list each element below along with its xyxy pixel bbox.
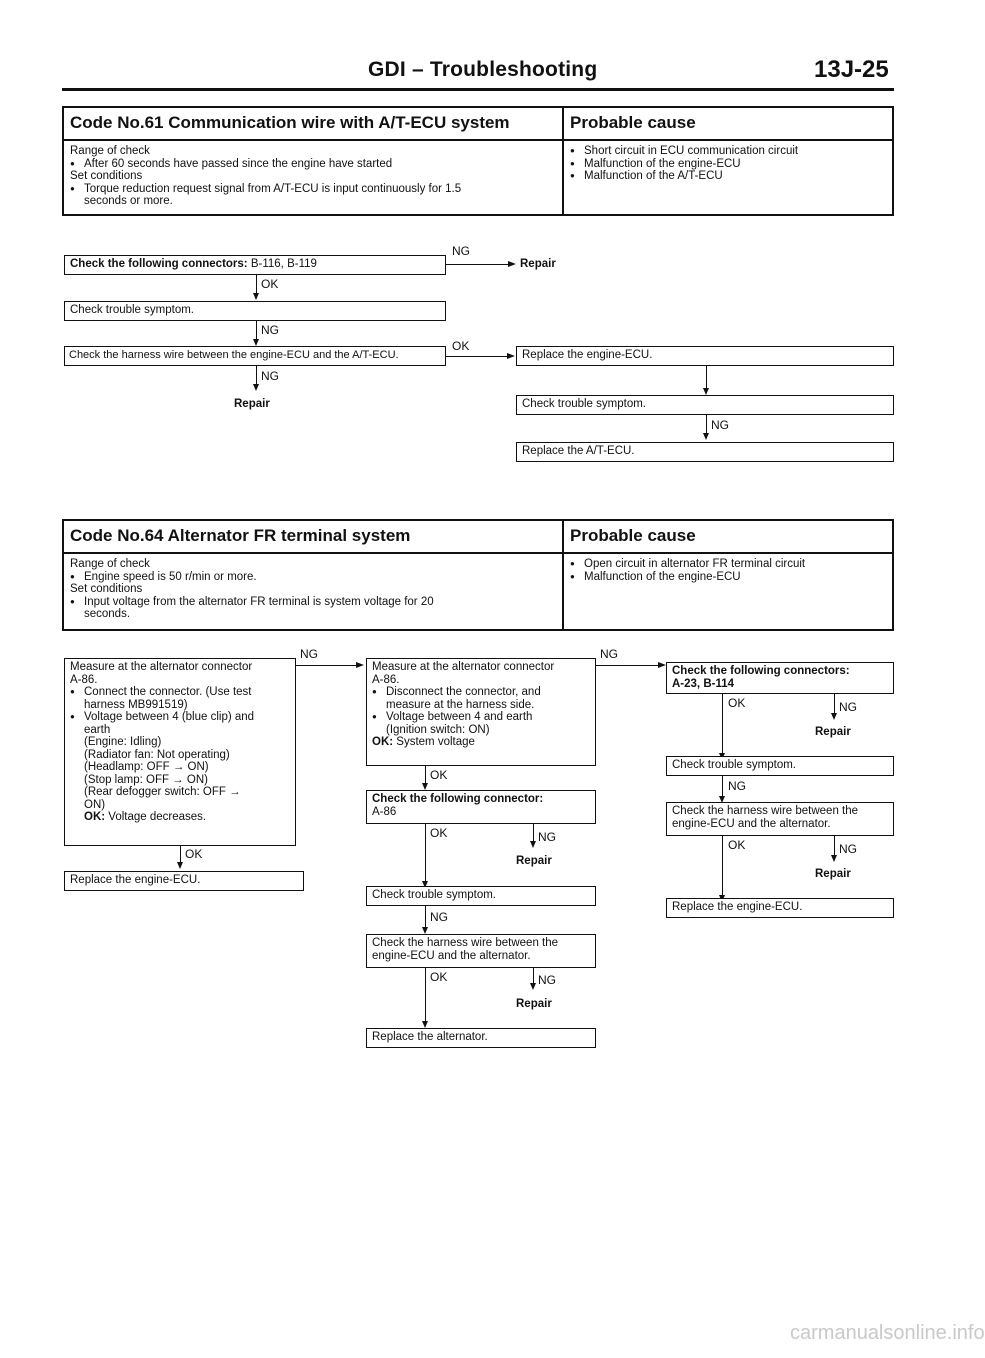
code64-table xyxy=(62,519,894,631)
measure-step: ● Disconnect the connector, and xyxy=(372,686,590,699)
repair-label: Repair xyxy=(516,998,552,1010)
repair-label: Repair xyxy=(520,258,556,270)
cause-item: ● Malfunction of the engine-ECU xyxy=(570,571,886,584)
measure-condition: (Rear defogger switch: OFF → xyxy=(84,786,241,798)
arrow-down xyxy=(253,293,259,300)
connector xyxy=(425,968,426,1024)
repair-label: Repair xyxy=(234,398,270,410)
check-connectors-value: B-116, B-119 xyxy=(250,258,317,270)
measure-step-cont: measure at the harness side. xyxy=(386,698,535,711)
check-connectors-box xyxy=(666,662,894,694)
arrow-down xyxy=(177,862,183,869)
ng-label: NG xyxy=(261,369,279,383)
check-connectors-label: Check the following connectors: xyxy=(70,258,248,270)
ng-label: NG xyxy=(538,973,556,987)
arrow-right xyxy=(508,261,516,267)
watermark: carmanualsonline.info xyxy=(790,1322,985,1344)
ok-criteria-label: OK: xyxy=(372,736,394,748)
check-symptom-box: Check trouble symptom. xyxy=(64,301,446,321)
check-symptom-box: Check trouble symptom. xyxy=(366,886,596,906)
set-label: Set conditions xyxy=(70,583,143,595)
range-item: ● After 60 seconds have passed since the engine have started xyxy=(70,158,556,171)
arrow-right xyxy=(356,662,364,668)
arrow-down xyxy=(703,433,709,440)
ok-label: OK xyxy=(430,826,448,840)
measure-step: ● Voltage between 4 (blue clip) and xyxy=(70,711,290,724)
code61-title: Code No.61 Communication wire with A/T-ECU system xyxy=(64,108,562,141)
range-label: Range of check xyxy=(70,145,150,157)
arrow-down xyxy=(422,783,428,790)
measure-condition: (Engine: Idling) xyxy=(84,736,162,748)
ok-label: OK xyxy=(452,339,470,353)
measure-connector-box xyxy=(366,658,596,766)
replace-alternator-box: Replace the alternator. xyxy=(366,1028,596,1048)
ng-label: NG xyxy=(452,244,470,258)
ok-label: OK xyxy=(185,847,203,861)
page-number: 13J-25 xyxy=(814,56,889,83)
arrow-right xyxy=(658,662,666,668)
code64-title: Code No.64 Alternator FR terminal system xyxy=(64,521,562,554)
repair-label: Repair xyxy=(815,726,851,738)
ok-criteria-value: System voltage xyxy=(396,736,475,748)
code64-causes xyxy=(562,554,892,629)
code61-conditions xyxy=(64,141,562,214)
code64-conditions xyxy=(64,554,562,629)
connector xyxy=(425,824,426,884)
connector xyxy=(722,836,723,898)
ng-label: NG xyxy=(430,910,448,924)
connector xyxy=(446,356,508,357)
measure-conn: A-86. xyxy=(372,673,400,686)
replace-ecu-box: Replace the engine-ECU. xyxy=(666,898,894,918)
connector xyxy=(722,694,723,756)
check-connector-label: Check the following connector: xyxy=(372,793,544,805)
range-item: ● Engine speed is 50 r/min or more. xyxy=(70,571,556,584)
ok-label: OK xyxy=(728,696,746,710)
check-connectors-value: A-23, B-114 xyxy=(672,677,735,690)
check-connector-box xyxy=(366,790,596,824)
ng-label: NG xyxy=(711,418,729,432)
code61-table xyxy=(62,106,894,216)
measure-step-cont: (Ignition switch: ON) xyxy=(386,723,490,736)
arrow-down xyxy=(530,983,536,990)
replace-at-ecu-box: Replace the A/T-ECU. xyxy=(516,442,894,462)
check-connectors-box xyxy=(64,255,446,275)
harness-line: engine-ECU and the alternator. xyxy=(672,817,831,830)
measure-condition: (Radiator fan: Not operating) xyxy=(84,748,230,761)
measure-step-cont: earth xyxy=(84,723,111,736)
measure-ok xyxy=(372,736,590,749)
check-harness-box xyxy=(666,802,894,836)
check-symptom-box: Check trouble symptom. xyxy=(516,395,894,415)
ok-label: OK xyxy=(728,838,746,852)
arrow-down xyxy=(253,339,259,346)
harness-line: Check the harness wire between the xyxy=(672,805,859,817)
cause-item: ● Short circuit in ECU communication circuit xyxy=(570,145,886,158)
ng-label: NG xyxy=(538,830,556,844)
ng-label: NG xyxy=(261,323,279,337)
measure-connector-box xyxy=(64,658,296,846)
check-harness-box xyxy=(366,934,596,968)
ng-label: NG xyxy=(300,647,318,661)
ok-criteria-label: OK: xyxy=(84,811,106,823)
repair-label: Repair xyxy=(815,868,851,880)
range-label: Range of check xyxy=(70,558,150,570)
set-item-cont: seconds or more. xyxy=(84,195,173,207)
code61-causes xyxy=(562,141,892,214)
arrow-down xyxy=(831,713,837,720)
measure-condition: (Stop lamp: OFF → ON) xyxy=(84,773,208,786)
connector xyxy=(296,665,356,666)
arrow-right xyxy=(507,353,515,359)
code61-cause-title: Probable cause xyxy=(562,108,892,141)
cause-item: ● Open circuit in alternator FR terminal circuit xyxy=(570,558,886,571)
check-harness-box: Check the harness wire between the engine-ECU and the A/T-ECU. xyxy=(64,346,446,366)
measure-title: Measure at the alternator connector xyxy=(70,661,253,673)
measure-step: ● Voltage between 4 and earth xyxy=(372,711,590,724)
arrow-down xyxy=(422,1021,428,1028)
arrow-down xyxy=(422,927,428,934)
set-item: ● Input voltage from the alternator FR terminal is system voltage for 20 xyxy=(70,596,556,609)
connector xyxy=(596,665,658,666)
measure-title: Measure at the alternator connector xyxy=(372,661,555,673)
ng-label: NG xyxy=(728,779,746,793)
ok-label: OK xyxy=(430,768,448,782)
check-symptom-box: Check trouble symptom. xyxy=(666,756,894,776)
harness-line: engine-ECU and the alternator. xyxy=(372,949,531,962)
ng-label: NG xyxy=(839,842,857,856)
measure-conn: A-86. xyxy=(70,673,98,686)
check-connector-value: A-86 xyxy=(372,805,397,818)
arrow-down xyxy=(530,841,536,848)
ok-label: OK xyxy=(430,970,448,984)
harness-line: Check the harness wire between the xyxy=(372,937,559,949)
measure-step: ● Connect the connector. (Use test xyxy=(70,686,290,699)
repair-label: Repair xyxy=(516,855,552,867)
measure-ok xyxy=(70,811,290,824)
ng-label: NG xyxy=(839,700,857,714)
arrow-down xyxy=(703,388,709,395)
measure-step-cont: harness MB991519) xyxy=(84,698,188,711)
set-label: Set conditions xyxy=(70,170,143,182)
cause-item: ● Malfunction of the A/T-ECU xyxy=(570,170,886,183)
ng-label: NG xyxy=(600,647,618,661)
ok-criteria-value: Voltage decreases. xyxy=(108,811,207,823)
replace-ecu-box: Replace the engine-ECU. xyxy=(64,871,304,891)
set-item: ● Torque reduction request signal from A/T-ECU is input continuously for 1.5 xyxy=(70,183,556,196)
page-title: GDI – Troubleshooting xyxy=(368,58,598,81)
connector xyxy=(722,776,723,798)
arrow-down xyxy=(831,855,837,862)
measure-condition: (Headlamp: OFF → ON) xyxy=(84,761,209,773)
connector xyxy=(446,264,510,265)
header-rule xyxy=(62,88,894,91)
replace-ecu-box: Replace the engine-ECU. xyxy=(516,346,894,366)
measure-condition: ON) xyxy=(84,798,106,811)
ok-label: OK xyxy=(261,277,279,291)
code64-cause-title: Probable cause xyxy=(562,521,892,554)
cause-item: ● Malfunction of the engine-ECU xyxy=(570,158,886,171)
check-connectors-label: Check the following connectors: xyxy=(672,665,850,677)
set-item-cont: seconds. xyxy=(84,608,131,620)
arrow-down xyxy=(253,384,259,391)
